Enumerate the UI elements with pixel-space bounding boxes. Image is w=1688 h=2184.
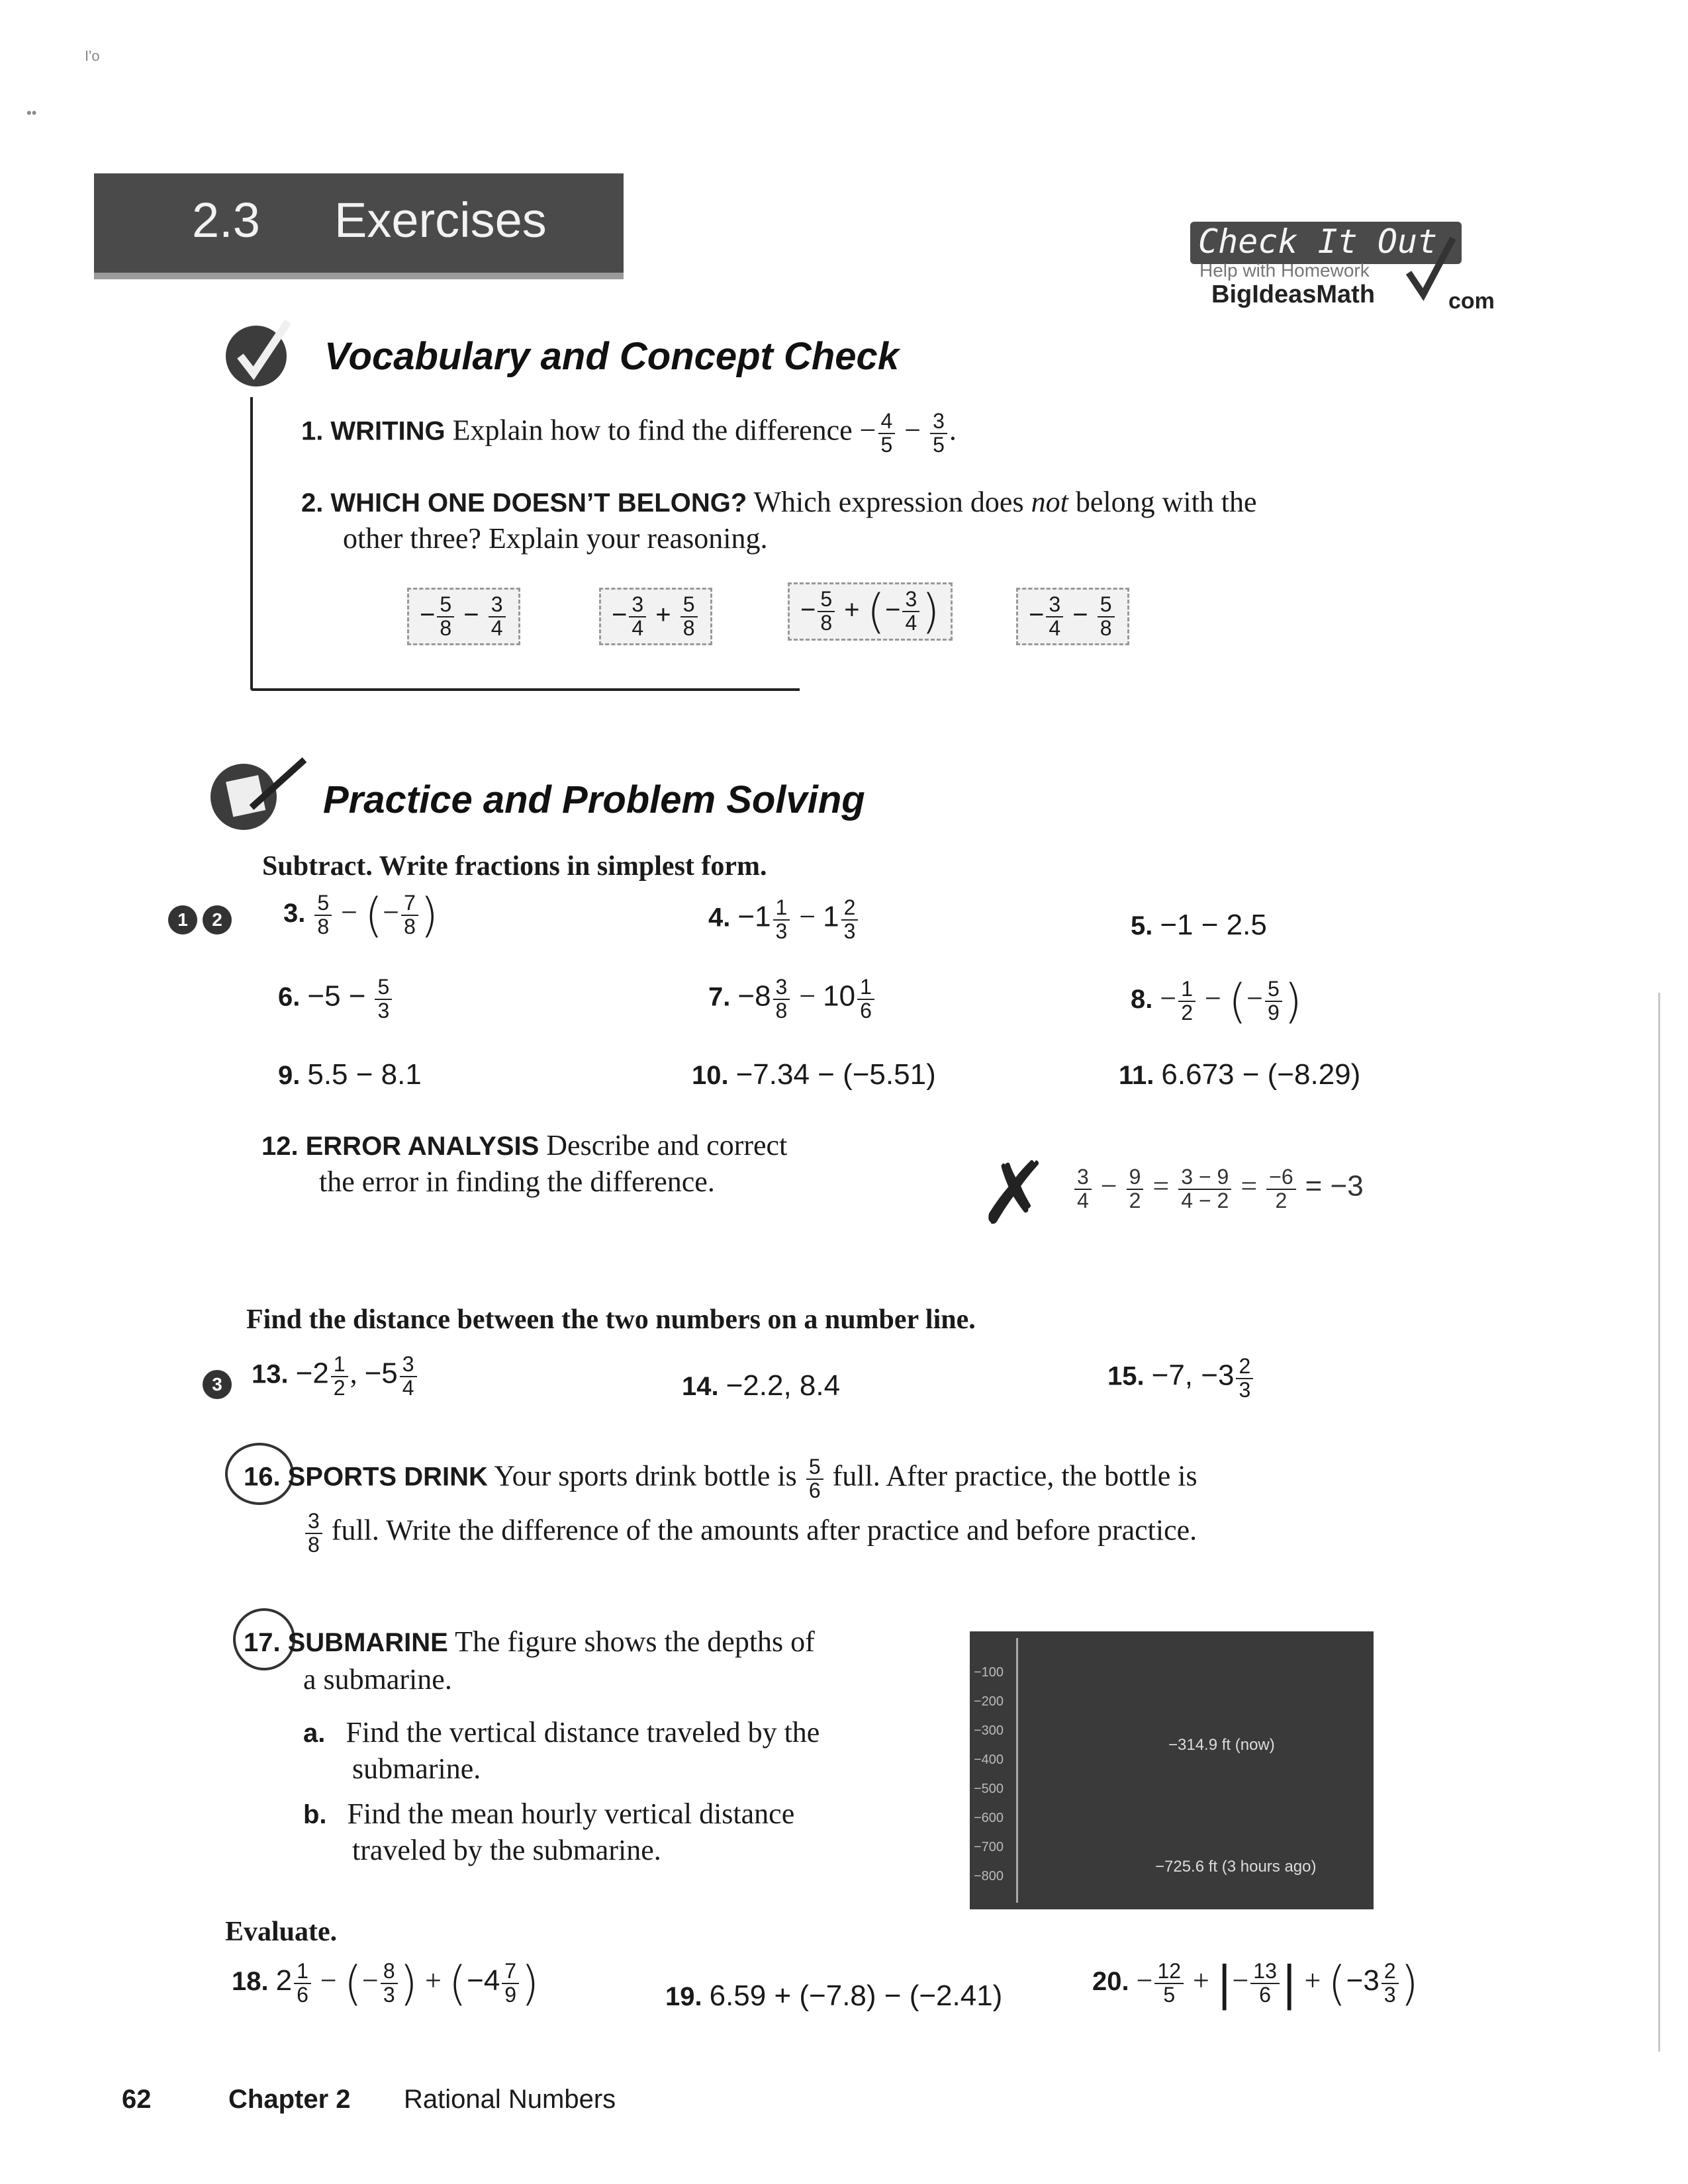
error-x-icon: ✗	[978, 1143, 1051, 1244]
problem-16: 16. SPORTS DRINK Your sports drink bottle is $\frac{5}{6}$ full. After practice, the bottle is	[244, 1455, 1197, 1502]
problem-1: 1. WRITING Explain how to find the difference − $\frac{4}{5}$ − $\frac{3}{5}$ .	[301, 409, 957, 457]
check-it-out-site: BigIdeasMath	[1211, 281, 1376, 308]
problem-17: 17. SUBMARINE The figure shows the depths of	[244, 1625, 815, 1658]
problem-16-line2: $\frac{3}{8}$ full. Write the difference of the amounts after practice and before practice.	[303, 1510, 1197, 1556]
problem-12-line2: the error in finding the difference.	[319, 1165, 715, 1198]
problem-18: 18. 2 $\frac{1}{6}$ − (− $\frac{8}{3}$ ) + (−4 $\frac{7}{9}$ )	[232, 1956, 539, 2011]
problem-13: 13. −2 $\frac{1}{2}$ , −5 $\frac{3}{4}$	[252, 1353, 419, 1399]
check-it-out-title: Check It Out	[1198, 222, 1438, 261]
problem-8: 8. − $\frac{1}{2}$ − (− $\frac{5}{9}$ )	[1131, 974, 1303, 1028]
check-it-out-subtitle: Help with Homework	[1199, 260, 1370, 281]
problem-4: 4. −1 $\frac{1}{3}$ − 1 $\frac{2}{3}$	[708, 897, 860, 942]
footer-chapter: Chapter 2	[228, 2085, 351, 2114]
problem-14: 14. −2.2, 8.4	[682, 1369, 841, 1402]
instruction-distance: Find the distance between the two numbers on a number line.	[246, 1304, 976, 1335]
section-number: 2.3	[192, 193, 260, 248]
submarine-depth-figure	[970, 1631, 1374, 1909]
depth-label-ago: −725.6 ft (3 hours ago)	[1155, 1858, 1317, 1876]
error-work: $\frac{3}{4}$ − $\frac{9}{2}$ = $\frac{3 - 9}{4 - 2}$ = $\frac{-6}{2}$ = −3	[1072, 1166, 1364, 1212]
instruction-evaluate: Evaluate.	[225, 1917, 338, 1947]
depth-label-now: −314.9 ft (now)	[1168, 1736, 1275, 1754]
option-box-3: − $\frac{5}{8}$ + (− $\frac{3}{4}$ )	[788, 582, 953, 641]
problem-17a-line2: submarine.	[352, 1752, 481, 1785]
problem-15: 15. −7, −3 $\frac{2}{3}$	[1107, 1355, 1255, 1401]
margin-dots: ••	[26, 105, 37, 121]
scan-edge-line	[1658, 993, 1660, 2052]
check-it-out-tld: com	[1448, 289, 1495, 314]
instruction-subtract: Subtract. Write fractions in simplest form.	[262, 851, 767, 882]
section-bracket-vertical	[250, 397, 253, 688]
depth-axis	[1016, 1638, 1018, 1903]
example-tag-2: 2	[203, 905, 232, 934]
footer-title: Rational Numbers	[404, 2085, 616, 2114]
option-box-2: − $\frac{3}{4}$ + $\frac{5}{8}$	[599, 588, 712, 645]
problem-17b-line2: traveled by the submarine.	[352, 1834, 661, 1866]
option-box-4: − $\frac{3}{4}$ − $\frac{5}{8}$	[1016, 588, 1129, 645]
problem-9: 9. 5.5 − 8.1	[278, 1058, 422, 1091]
practice-heading: Practice and Problem Solving	[323, 778, 865, 821]
problem-2: 2. WHICH ONE DOESN’T BELONG? Which expression does not belong with the	[301, 486, 1257, 518]
problem-17b: b. Find the mean hourly vertical distance	[303, 1797, 795, 1830]
margin-mark: I'o	[85, 48, 100, 64]
problem-6: 6. −5 − $\frac{5}{3}$	[278, 976, 394, 1022]
problem-3: 3. $\frac{5}{8}$ − (− $\frac{7}{8}$ )	[283, 888, 439, 942]
option-box-1: − $\frac{5}{8}$ − $\frac{3}{4}$	[407, 588, 520, 645]
example-tag-3: 3	[203, 1370, 232, 1399]
problem-19: 19. 6.59 + (−7.8) − (−2.41)	[665, 1979, 1003, 2012]
problem-5: 5. −1 − 2.5	[1131, 909, 1267, 941]
problem-20: 20. − $\frac{12}{5}$ + |− $\frac{13}{6}$ | + (−3 $\frac{2}{3}$ )	[1092, 1956, 1419, 2011]
problem-10: 10. −7.34 − (−5.51)	[692, 1058, 936, 1091]
example-tag-1: 1	[168, 905, 197, 934]
section-title: Exercises	[334, 193, 547, 248]
problem-2-line2: other three? Explain your reasoning.	[343, 522, 768, 555]
pencil-paper-icon	[205, 754, 311, 834]
problem-12: 12. ERROR ANALYSIS Describe and correct	[261, 1129, 788, 1161]
vocab-heading: Vocabulary and Concept Check	[324, 335, 900, 378]
problem-17a: a. Find the vertical distance traveled by the	[303, 1716, 820, 1749]
problem-11: 11. 6.673 − (−8.29)	[1119, 1058, 1361, 1091]
problem-7: 7. −8 $\frac{3}{8}$ − 10 $\frac{1}{6}$	[708, 976, 876, 1022]
page-number: 62	[122, 2085, 152, 2114]
problem-17-line2: a submarine.	[303, 1663, 452, 1696]
depth-tick-labels: −100 −200 −300 −400 −500 −600 −700 −800	[974, 1665, 1004, 1884]
section-bracket-horizontal	[250, 688, 800, 691]
check-circle-icon	[222, 318, 301, 390]
